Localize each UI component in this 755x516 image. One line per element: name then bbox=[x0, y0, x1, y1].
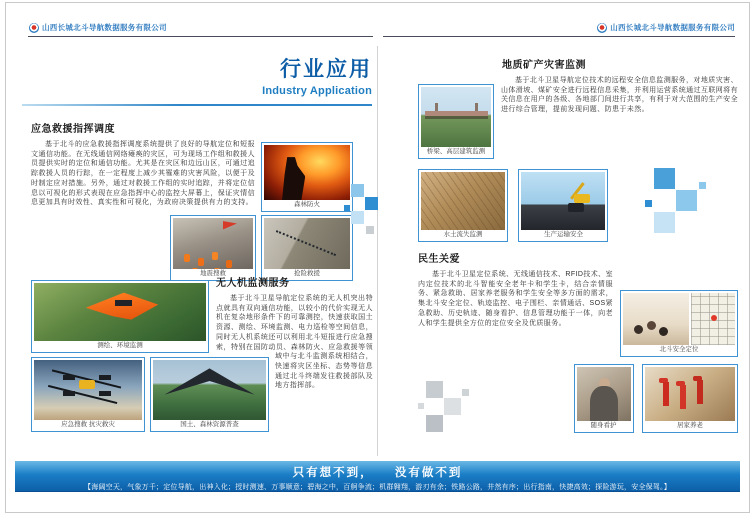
section-geo-disaster-monitoring bbox=[418, 56, 738, 242]
photo-caption: 随身看护 bbox=[590, 422, 617, 429]
photo-caption: 生产运输安全 bbox=[543, 231, 583, 238]
photo-mining-safety bbox=[518, 169, 608, 242]
photo-caption: 国土、森林资源普查 bbox=[180, 421, 239, 428]
company-name: 山西长城北斗导航数据服务有限公司 bbox=[42, 23, 167, 32]
deco-square bbox=[366, 226, 374, 234]
photo-rescue-team bbox=[261, 215, 353, 281]
section-livelihood-care bbox=[418, 250, 738, 433]
elderly-image bbox=[577, 367, 631, 421]
bridge-image bbox=[421, 87, 491, 147]
terrain-aerial-image bbox=[421, 172, 505, 230]
company-name: 山西长城北斗导航数据服务有限公司 bbox=[610, 23, 735, 32]
deco-square bbox=[444, 398, 461, 415]
photo-caption: 地震搜救 bbox=[200, 270, 226, 277]
photo-caption: 测绘、环境监测 bbox=[97, 342, 143, 349]
section-uav-monitoring bbox=[31, 274, 373, 432]
header-rule-left bbox=[28, 36, 373, 37]
section-heading: 无人机监测服务 bbox=[216, 278, 290, 289]
forest-fire-image bbox=[264, 145, 350, 200]
map-image bbox=[691, 293, 735, 345]
photo-caption: 北斗安全定位 bbox=[659, 346, 699, 353]
page-center-divider bbox=[377, 46, 378, 456]
section-body: 基于北斗的应急救援指挥调度系统提供了良好的导航定位和短报文通信功能。在无线通信网络瘫痪的灾区，可为现场工作组和救援人员提供实时的定位和通信功能。尤其是在灾区和边远山区，可通过追踪救援人员的行踪，在一定程度上减少其罹难的灾害风险，以便于及时制定应对措施。另外，通过对救援工作组的实时追踪，并将定位信息以可视化的形式表现在应急指挥中心的监控大屏幕上，保证灾情信息更加具有时效性、真实性和可视化，为政府决策提供有力的支持。 bbox=[31, 141, 255, 207]
photo-home-care bbox=[642, 364, 738, 433]
deco-square bbox=[654, 168, 675, 189]
section-heading: 民生关爱 bbox=[418, 254, 460, 265]
earthquake-rescue-image bbox=[173, 218, 253, 269]
deco-square bbox=[418, 403, 424, 409]
page-title-block bbox=[160, 58, 372, 97]
family-and-map-image bbox=[623, 293, 735, 345]
title-underline bbox=[22, 104, 372, 106]
section-body: 基于北斗卫星导航定位技术的远程安全信息监测服务，对地质灾害、山体滑坡、煤矿安全进行远程信息采集，并利用运营系统通过互联网将有关信息在用户的各级、各地部门间进行共享，有利于对大范围的生产安全进行综合管理，提前发现问题、防患于未然。 bbox=[501, 77, 738, 114]
photo-quadcopter bbox=[31, 357, 145, 432]
photo-elderly-care bbox=[574, 364, 634, 433]
header-rule-right bbox=[383, 36, 735, 37]
photo-flying-wing bbox=[150, 357, 269, 432]
slogan-detail: 【海阔空天，气象万千；定位导航，出神入化；授时测速、万事顺意；碧海之中，百舸争流；机群翱翔，游刃有余；铁路公路，井然有序；出行指南，快捷高效；探险游玩，安全保驾。】 bbox=[84, 484, 671, 491]
page-title: 行业应用 bbox=[280, 58, 372, 81]
photo-caption: 水土流失监测 bbox=[443, 231, 483, 238]
page-title-en: Industry Application bbox=[262, 85, 372, 97]
photo-forest-fire bbox=[261, 142, 353, 212]
deco-square bbox=[676, 190, 697, 211]
company-logo-icon bbox=[29, 23, 39, 33]
photo-caption: 抢险救援 bbox=[294, 270, 320, 277]
deco-square bbox=[351, 184, 364, 197]
photo-bridge-monitoring bbox=[418, 84, 494, 159]
section-body: 基于北斗卫星导航定位系统的无人机突出特点就具有双向通信功能，以较小的代价实现无人机在复杂地形条件下的可靠测控，快速获取国土资源、测绘、环境监测、电力巡检等空间信息，同时无人机系统还可以利用北斗短报进行应急搜索，特别在国防动员、森林防火、应急救援等领域中与北斗监测系统相结合，快速将灾区坐标、态势等信息通过北斗终端发往救援部队及地方指挥部。 bbox=[216, 295, 373, 390]
photo-soil-erosion bbox=[418, 169, 508, 242]
photo-row bbox=[570, 364, 738, 433]
photo-caption: 居家养老 bbox=[677, 422, 703, 429]
company-header-right bbox=[383, 22, 735, 33]
deco-square bbox=[426, 381, 443, 398]
company-logo-icon bbox=[597, 23, 607, 33]
slogan: 只有想不到， 没有做不到 bbox=[292, 467, 463, 479]
footer-banner bbox=[15, 461, 740, 492]
section-body: 基于北斗卫星定位系统、无线通信技术、RFID技术、室内定位技术的北斗智能安全老年卡和学生卡，结合亲情服务、紧急救助、居家养老服务和学生安全等多方面的需求，集北斗安全定位、轨迹监控、电子围栏、亲情通话、SOS紧急救助、历史轨迹、随身看护、信息管理功能于一体，向老人和学生提供全方位的定位安全及优质服务。 bbox=[418, 271, 613, 327]
deco-square bbox=[365, 197, 378, 210]
section-heading: 地质矿产灾害监测 bbox=[502, 60, 586, 71]
photo-fixedwing-drone bbox=[31, 280, 209, 353]
rescue-team-image bbox=[264, 218, 350, 269]
deco-square bbox=[344, 205, 350, 211]
deco-square bbox=[645, 200, 652, 207]
volunteers-image bbox=[645, 367, 735, 421]
photo-caption: 桥梁、高层建筑监测 bbox=[426, 148, 486, 155]
deco-square bbox=[654, 212, 675, 233]
excavator-image bbox=[521, 172, 605, 230]
photo-caption: 应急搜救 抗灾救灾 bbox=[61, 421, 115, 428]
family-image bbox=[623, 293, 689, 345]
deco-square bbox=[426, 415, 443, 432]
flying-wing-image bbox=[153, 360, 266, 420]
company-header-left bbox=[29, 22, 167, 33]
quadcopter-image bbox=[34, 360, 142, 420]
deco-square bbox=[462, 389, 469, 396]
section-heading: 应急救援指挥调度 bbox=[31, 124, 115, 135]
photo-caption: 森林防火 bbox=[294, 201, 320, 208]
deco-square bbox=[699, 182, 706, 189]
deco-square bbox=[351, 211, 364, 224]
photo-earthquake-rescue bbox=[170, 215, 256, 281]
fixedwing-drone-image bbox=[34, 283, 206, 341]
section-emergency-rescue bbox=[31, 120, 353, 281]
photo-beidou-safety-positioning bbox=[620, 290, 738, 357]
